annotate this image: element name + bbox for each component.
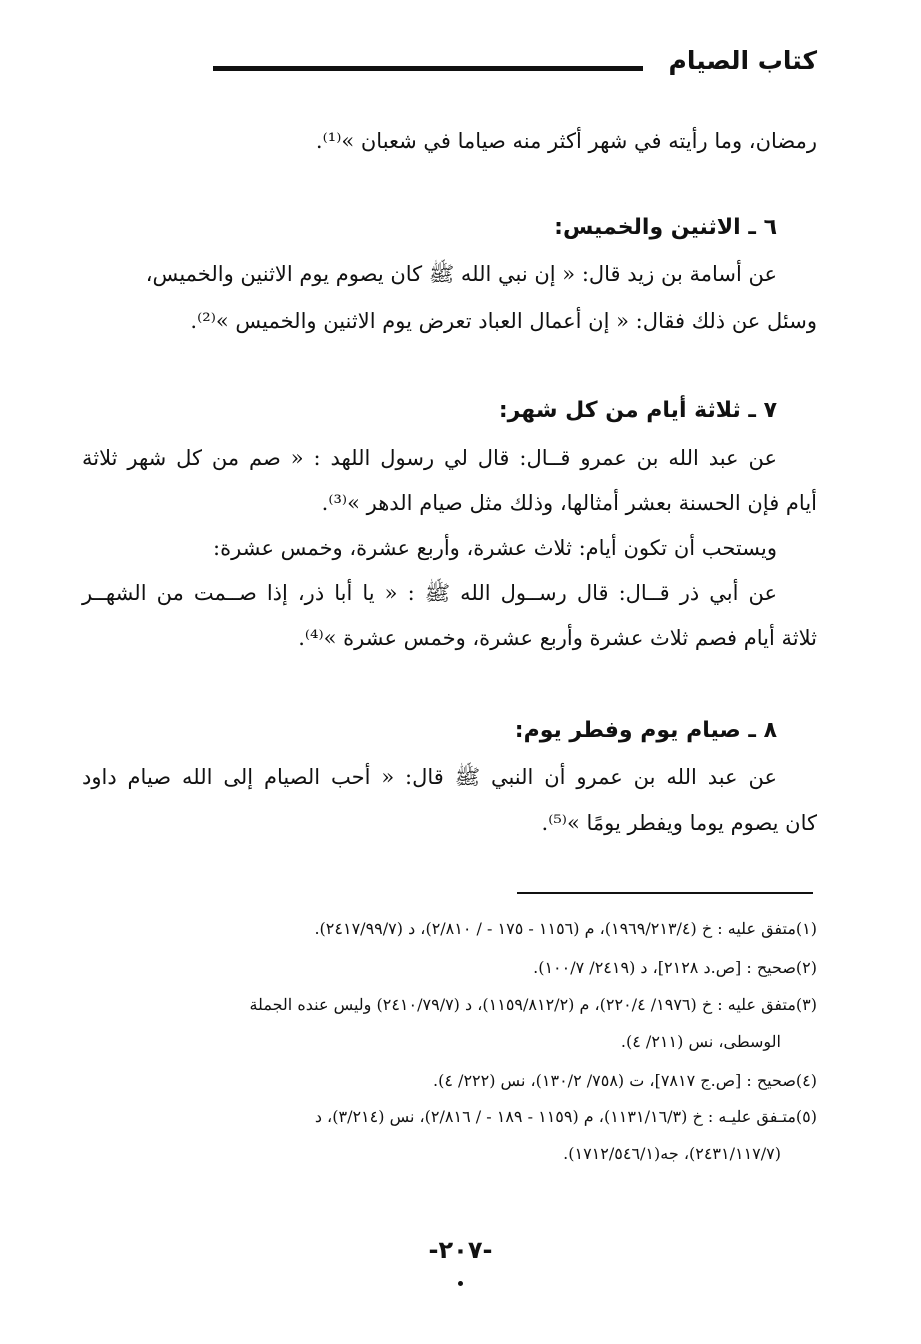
body-line: عن عبد الله بن عمرو أن النبي ﷺ قال: « أحب الصيام إلى الله صيام داود (82, 765, 777, 789)
body-line: عن عبد الله بن عمرو قــال: قال لي رسول اللهد : « صم من كل شهر ثلاثة (82, 446, 777, 470)
body-line: ثلاثة أيام فصم ثلاث عشرة وأربع عشرة، وخمس عشرة »⁽⁴⁾. (298, 626, 817, 650)
running-header-title: كتاب الصيام (668, 46, 817, 75)
section-heading-7: ٧ ـ ثلاثة أيام من كل شهر: (498, 398, 777, 423)
body-line: وسئل عن ذلك فقال: « إن أعمال العباد تعرض يوم الاثنين والخميس »⁽²⁾. (190, 309, 817, 333)
footnote-1: (١)متفق عليه : خ (١٩٦٩/٢١٣/٤)، م (١١٥٦ - ١٧٥ - / ٢/٨١٠)، د (٢٤١٧/٩٩/٧). (314, 919, 817, 938)
body-line: ويستحب أن تكون أيام: ثلاث عشرة، وأربع عشرة، وخمس عشرة: (213, 536, 777, 560)
footnote-3-continued: الوسطى، نس (٢١١/ ٤). (620, 1032, 781, 1051)
section-heading-8: ٨ ـ صيام يوم وفطر يوم: (514, 718, 777, 743)
footnote-3: (٣)متفق عليه : خ (١٩٧٦/ ٢٢٠/٤)، م (١١٥٩/٨١٢/٢)، د (٢٤١٠/٧٩/٧) وليس عنده الجملة (249, 995, 817, 1014)
body-line: عن أبي ذر قــال: قال رســول الله ﷺ : « يا أبا ذر، إذا صــمت من الشهــر (82, 581, 777, 605)
decorative-dot (458, 1281, 463, 1286)
footnote-5-continued: (٢٤٣١/١١٧/٧)، جه(١٧١٢/٥٤٦/١). (563, 1144, 781, 1163)
footnote-4: (٤)صحيح : [ص.ج ٧٨١٧]، ت (٧٥٨/ ١٣٠/٢)، نس (٢٢٢/ ٤). (433, 1071, 817, 1090)
body-line: عن أسامة بن زيد قال: « إن نبي الله ﷺ كان يصوم يوم الاثنين والخميس، (145, 262, 777, 286)
footnote-2: (٢)صحيح : [ص.د ٢١٢٨]، د (٢٤١٩/ ١٠٠/٧). (533, 958, 817, 977)
body-line: كان يصوم يوما ويفطر يومًا »⁽⁵⁾. (541, 811, 817, 835)
section-heading-6: ٦ ـ الاثنين والخميس: (554, 215, 777, 240)
page-number: -٢٠٧- (428, 1236, 493, 1264)
footnote-5: (٥)متـفق عليـه : خ (١١٣١/١٦/٣)، م (١١٥٩ - ١٨٩ - / ٢/٨١٦)، نس (٣/٢١٤)، د (314, 1107, 817, 1126)
footnote-separator (517, 892, 813, 894)
body-line: أيام فإن الحسنة بعشر أمثالها، وذلك مثل صيام الدهر »⁽³⁾. (321, 491, 817, 515)
header-rule (213, 66, 643, 71)
body-line: رمضان، وما رأيته في شهر أكثر منه صياما في شعبان »⁽¹⁾. (315, 129, 817, 153)
